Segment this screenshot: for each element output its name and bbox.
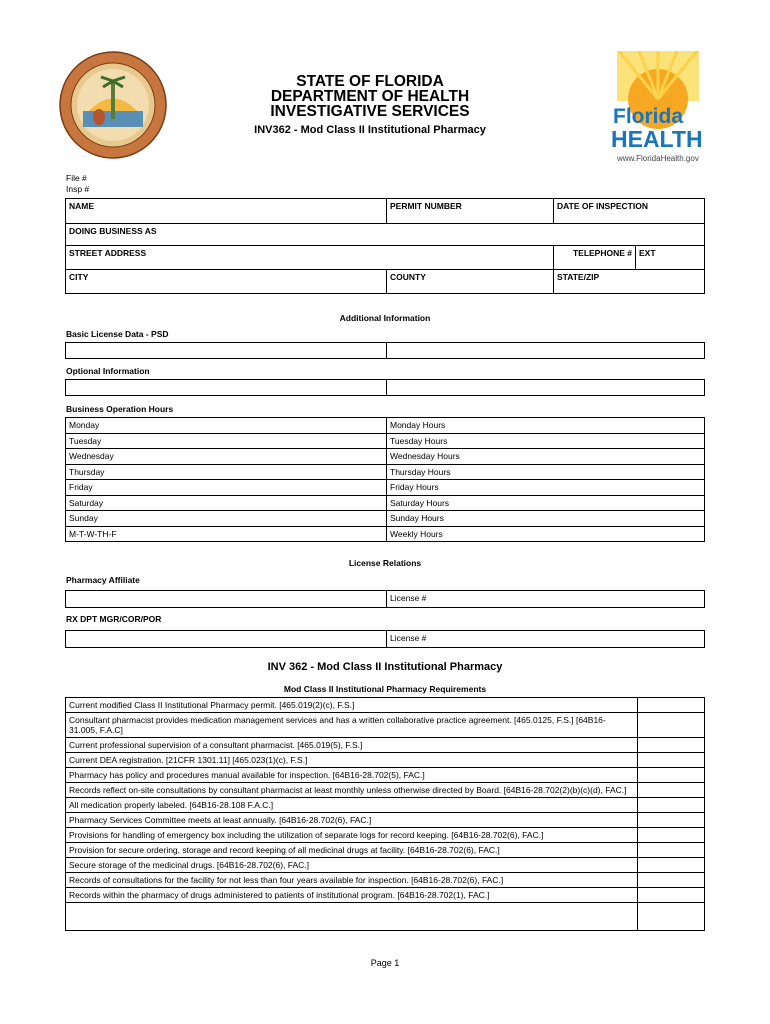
svg-text:HEALTH: HEALTH — [611, 126, 703, 152]
form-title: INV362 - Mod Class II Institutional Pharmacy — [254, 124, 486, 136]
table-row — [66, 449, 705, 465]
requirement-response[interactable] — [638, 713, 705, 738]
requirement-response[interactable] — [638, 903, 705, 931]
requirement-response[interactable] — [638, 768, 705, 783]
file-info — [66, 173, 89, 195]
optional-info-cell-1[interactable] — [66, 380, 387, 396]
hours-field[interactable]: Weekly Hours — [387, 526, 705, 542]
requirement-response[interactable] — [638, 888, 705, 903]
street-address-field[interactable]: STREET ADDRESS — [66, 246, 554, 270]
table-row — [66, 843, 705, 858]
pharmacy-affiliate-label: Pharmacy Affiliate — [66, 575, 140, 585]
requirement-text: Provision for secure ordering, storage and record keeping of all medicinal drugs at facility. [64B16-28.702(6), FAC.] — [66, 843, 638, 858]
day-label: Saturday — [66, 495, 387, 511]
basic-license-table — [65, 342, 705, 359]
requirement-response[interactable] — [638, 828, 705, 843]
requirement-text: Records reflect on-site consultations by consultant pharmacist at least monthly unless otherwise directed by Board. [64B16-28.702(2)(b)(c)(d), FAC.] — [66, 783, 638, 798]
page-number: Page 1 — [370, 958, 400, 968]
requirement-text: Records within the pharmacy of drugs administered to patients of institutional program. [64B16-28.702(1), FAC.] — [66, 888, 638, 903]
date-of-inspection-field[interactable]: DATE OF INSPECTION — [554, 199, 705, 224]
day-label: Monday — [66, 418, 387, 434]
table-row — [66, 858, 705, 873]
table-row — [66, 698, 705, 713]
agency-header — [200, 74, 540, 119]
requirement-response[interactable] — [638, 873, 705, 888]
day-label: M-T-W-TH-F — [66, 526, 387, 542]
requirement-text: Records of consultations for the facility for not less than four years available for inspection. [64B16-28.702(6), FAC.] — [66, 873, 638, 888]
city-field[interactable]: CITY — [66, 270, 387, 294]
hours-field[interactable]: Saturday Hours — [387, 495, 705, 511]
table-row — [66, 480, 705, 496]
name-field[interactable]: NAME — [66, 199, 387, 224]
pharmacy-affiliate-table — [65, 590, 705, 608]
day-label: Thursday — [66, 464, 387, 480]
rx-dpt-label: RX DPT MGR/COR/POR — [66, 614, 162, 624]
business-hours-label: Business Operation Hours — [66, 404, 174, 414]
header-line1: STATE OF FLORIDA — [296, 73, 444, 90]
requirement-response[interactable] — [638, 798, 705, 813]
hours-field[interactable]: Tuesday Hours — [387, 433, 705, 449]
day-label: Sunday — [66, 511, 387, 527]
svg-text:Florida: Florida — [613, 105, 684, 128]
table-row — [66, 753, 705, 768]
table-row — [66, 526, 705, 542]
svg-text:www.FloridaHealth.gov: www.FloridaHealth.gov — [617, 154, 699, 163]
table-row — [66, 738, 705, 753]
establishment-info-table — [65, 198, 705, 294]
requirement-text: Current professional supervision of a consultant pharmacist. [465.019(5), F.S.] — [66, 738, 638, 753]
requirement-text: Consultant pharmacist provides medication management services and has a written collaborative practice agreement. [465.0125, F.S.] [64B16-31.005, F.A.C] — [66, 713, 638, 738]
rx-dpt-license-field[interactable]: License # — [387, 631, 705, 648]
dba-field[interactable]: DOING BUSINESS AS — [66, 224, 705, 246]
hours-field[interactable]: Monday Hours — [387, 418, 705, 434]
affiliate-license-field[interactable]: License # — [387, 591, 705, 608]
basic-license-label: Basic License Data - PSD — [66, 329, 169, 339]
header-line3: INVESTIGATIVE SERVICES — [270, 103, 470, 120]
additional-info-title: Additional Information — [339, 313, 431, 323]
requirement-text: Secure storage of the medicinal drugs. [64B16-28.702(6), FAC.] — [66, 858, 638, 873]
hours-field[interactable]: Sunday Hours — [387, 511, 705, 527]
requirement-text: Provisions for handling of emergency box including the utilization of separate logs for record keeping. [64B16-28.702(6), FAC.] — [66, 828, 638, 843]
state-seal — [59, 51, 167, 159]
requirement-text: Current DEA registration. [21CFR 1301.11] [465.023(1)(c), F.S.] — [66, 753, 638, 768]
state-zip-field[interactable]: STATE/ZIP — [554, 270, 705, 294]
day-label: Friday — [66, 480, 387, 496]
optional-info-label: Optional Information — [66, 366, 150, 376]
requirement-text: All medication properly labeled. [64B16-28.108 F.A.C.] — [66, 798, 638, 813]
requirement-response[interactable] — [638, 843, 705, 858]
table-row — [66, 828, 705, 843]
table-row — [66, 464, 705, 480]
requirements-section-title: INV 362 - Mod Class II Institutional Pharmacy — [267, 661, 503, 673]
requirement-text: Current modified Class II Institutional Pharmacy permit. [465.019(2)(c), F.S.] — [66, 698, 638, 713]
table-row — [66, 903, 705, 931]
requirement-response[interactable] — [638, 753, 705, 768]
basic-license-cell-2[interactable] — [387, 343, 705, 359]
hours-field[interactable]: Wednesday Hours — [387, 449, 705, 465]
rx-dpt-table — [65, 630, 705, 648]
requirement-response[interactable] — [638, 813, 705, 828]
table-row — [66, 495, 705, 511]
business-hours-table — [65, 417, 705, 542]
optional-info-cell-2[interactable] — [387, 380, 705, 396]
requirement-text: Pharmacy has policy and procedures manual available for inspection. [64B16-28.702(5), FAC.] — [66, 768, 638, 783]
table-row — [66, 768, 705, 783]
affiliate-name-field[interactable] — [66, 591, 387, 608]
table-row — [66, 888, 705, 903]
hours-field[interactable]: Thursday Hours — [387, 464, 705, 480]
table-row — [66, 511, 705, 527]
table-row — [66, 813, 705, 828]
day-label: Wednesday — [66, 449, 387, 465]
requirement-text — [66, 903, 638, 931]
license-relations-title: License Relations — [348, 558, 422, 568]
requirement-text: Pharmacy Services Committee meets at least annually. [64B16-28.702(6), FAC.] — [66, 813, 638, 828]
table-row — [66, 798, 705, 813]
requirements-subtitle: Mod Class II Institutional Pharmacy Requirements — [283, 684, 487, 694]
requirement-response[interactable] — [638, 738, 705, 753]
table-row — [66, 783, 705, 798]
florida-health-logo — [609, 51, 707, 163]
file-label: File # — [66, 173, 87, 183]
table-row — [66, 433, 705, 449]
hours-field[interactable]: Friday Hours — [387, 480, 705, 496]
requirement-response[interactable] — [638, 858, 705, 873]
table-row — [66, 713, 705, 738]
permit-number-field[interactable]: PERMIT NUMBER — [387, 199, 554, 224]
requirement-response[interactable] — [638, 783, 705, 798]
insp-label: Insp # — [66, 184, 90, 194]
ext-field[interactable]: EXT — [636, 246, 705, 270]
table-row — [66, 873, 705, 888]
day-label: Tuesday — [66, 433, 387, 449]
optional-info-table — [65, 379, 705, 396]
rx-dpt-name-field[interactable] — [66, 631, 387, 648]
county-field[interactable]: COUNTY — [387, 270, 554, 294]
table-row — [66, 418, 705, 434]
requirement-response[interactable] — [638, 698, 705, 713]
basic-license-cell-1[interactable] — [66, 343, 387, 359]
telephone-field[interactable]: TELEPHONE # — [554, 246, 636, 270]
requirements-table — [65, 697, 705, 931]
header-line2: DEPARTMENT OF HEALTH — [270, 88, 470, 105]
